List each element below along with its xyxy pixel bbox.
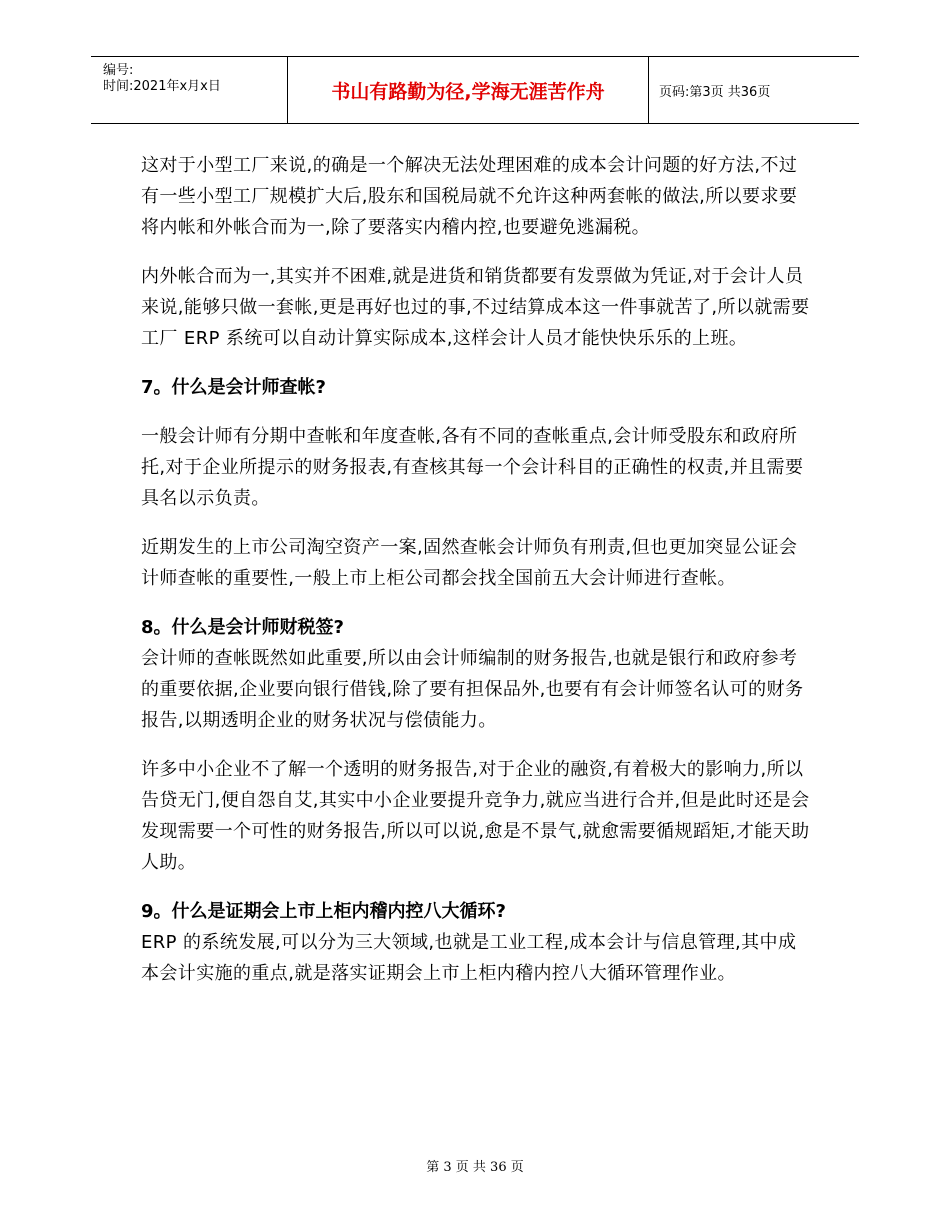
paragraph: 这对于小型工厂来说,的确是一个解决无法处理困难的成本会计问题的好方法,不过有一些小型工厂规模扩大后,股东和国税局就不允许这种两套帐的做法,所以要求要将内帐和外帐合而为一,除了要落实内稽内控,也要避免逃漏税。: [141, 155, 798, 238]
header-motto: 书山有路勤为径,学海无涯苦作舟: [287, 57, 649, 123]
paragraph: ERP 的系统发展,可以分为三大领域,也就是工业工程,成本会计与信息管理,其中成本会计实施的重点,就是落实证期会上市上柜内稽内控八大循环管理作业。: [141, 932, 797, 984]
document-body: [141, 150, 811, 1007]
paragraph: 会计师的查帐既然如此重要,所以由会计师编制的财务报告,也就是银行和政府参考的重要依据,企业要向银行借钱,除了要有担保品外,也要有有会计师签名认可的财务报告,以期透明企业的财务状况与偿债能力。: [141, 648, 804, 731]
header-page-info: 页码:第3页 共36页: [659, 84, 771, 100]
document-number-label: 编号:: [103, 63, 134, 78]
paragraph: 内外帐合而为一,其实并不困难,就是进货和销货都要有发票做为凭证,对于会计人员来说,能够只做一套帐,更是再好也过的事,不过结算成本这一件事就苦了,所以就需要工厂 ERP 系统可以自动计算实际成本,这样会计人员才能快快乐乐的上班。: [141, 266, 810, 349]
document-time-label: 时间:2021年x月x日: [103, 79, 221, 94]
section-heading-9: 9。什么是证期会上市上柜内稽内控八大循环?: [141, 901, 506, 922]
page-header: [91, 56, 859, 124]
paragraph: 许多中小企业不了解一个透明的财务报告,对于企业的融资,有着极大的影响力,所以告贷无门,便自怨自艾,其实中小企业要提升竞争力,就应当进行合并,但是此时还是会发现需要一个可性的财务报告,所以可以说,愈是不景气,就愈需要循规蹈矩,才能天助人助。: [141, 759, 810, 873]
section-heading-7: 7。什么是会计师查帐?: [141, 377, 326, 398]
paragraph: 近期发生的上市公司淘空资产一案,固然查帐会计师负有刑责,但也更加突显公证会计师查帐的重要性,一般上市上柜公司都会找全国前五大会计师进行查帐。: [141, 537, 798, 589]
paragraph: 一般会计师有分期中查帐和年度查帐,各有不同的查帐重点,会计师受股东和政府所托,对于企业所提示的财务报表,有查核其每一个会计科目的正确性的权责,并且需要具名以示负责。: [141, 426, 804, 509]
section-heading-8: 8。什么是会计师财税签?: [141, 617, 344, 638]
header-meta: [103, 63, 221, 95]
page-footer: 第 3 页 共 36 页: [426, 1160, 524, 1175]
